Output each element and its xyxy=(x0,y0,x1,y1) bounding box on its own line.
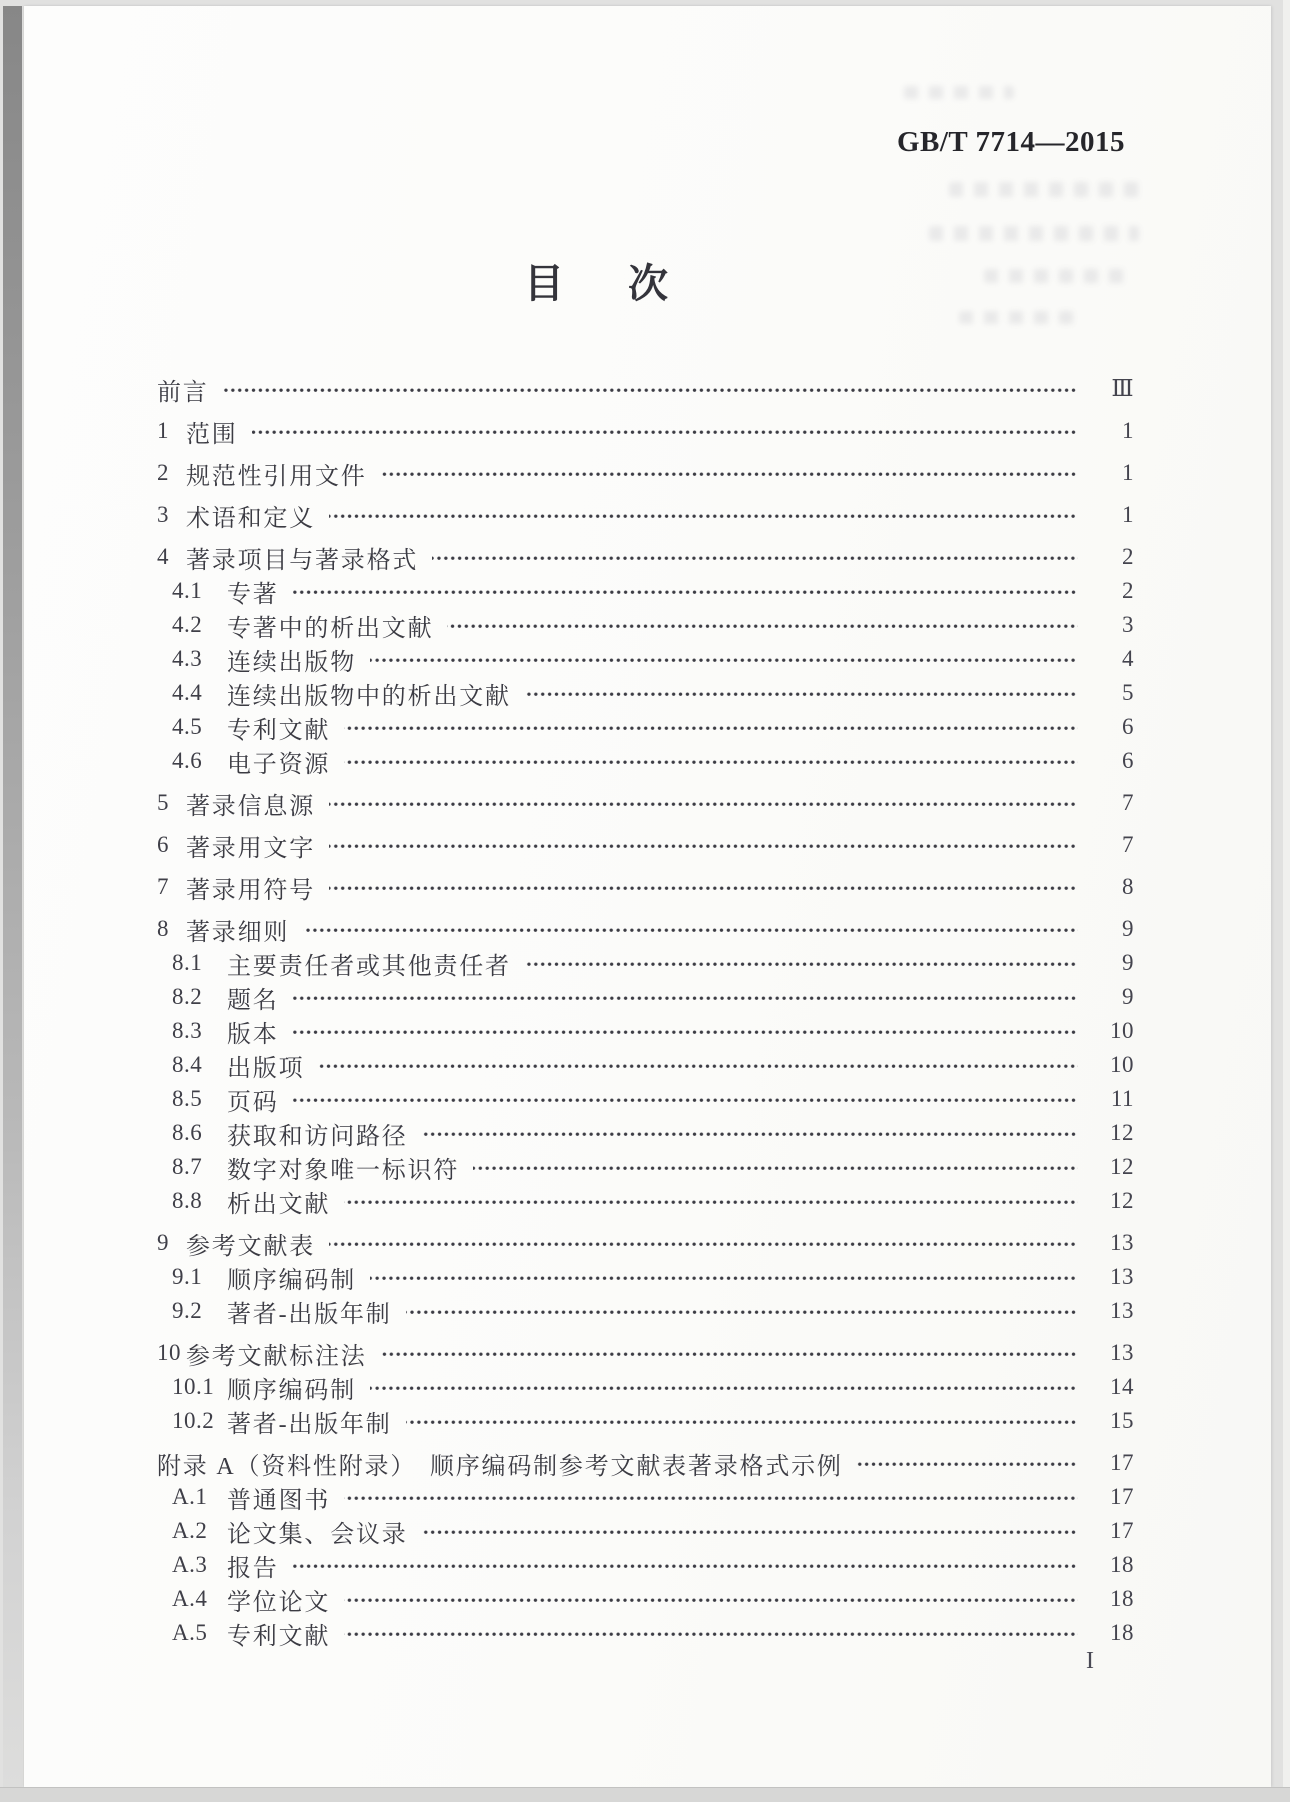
toc-dot-leader xyxy=(329,802,1078,807)
toc-entry-number: 8.5 xyxy=(172,1086,203,1111)
toc-dot-leader xyxy=(370,1386,1078,1391)
toc-entry-label: 著录用符号 xyxy=(186,877,315,904)
standard-code: GB/T 7714—2015 xyxy=(896,126,1125,158)
toc-dot-leader xyxy=(318,1064,1078,1069)
toc-entry-number: 4.1 xyxy=(172,578,203,603)
toc-page-number: 17 xyxy=(1110,1518,1134,1543)
toc-dot-leader xyxy=(329,1242,1078,1247)
toc-page-number: 5 xyxy=(1122,680,1134,705)
page-title-char-1: 目 xyxy=(524,261,566,306)
toc-entry-label: 析出文献 xyxy=(227,1191,331,1218)
toc-page-number: 10 xyxy=(1110,1018,1134,1043)
toc-entry-label: 著者-出版年制 xyxy=(227,1411,392,1438)
table-of-contents xyxy=(24,372,1271,1650)
toc-entry-number: 4.3 xyxy=(172,646,203,671)
toc-entry-number: 10.2 xyxy=(172,1408,215,1433)
toc-entry-number: 5 xyxy=(157,790,169,815)
toc-entry-number: 8.1 xyxy=(172,950,203,975)
toc-dot-leader xyxy=(293,1564,1078,1569)
toc-entry-label: 专利文献 xyxy=(227,1623,331,1650)
toc-dot-leader xyxy=(329,844,1078,849)
toc-entry xyxy=(24,574,1271,608)
toc-dot-leader xyxy=(344,726,1078,731)
toc-entry xyxy=(24,456,1271,490)
toc-entry xyxy=(24,1048,1271,1082)
toc-entry xyxy=(24,1480,1271,1514)
toc-entry xyxy=(24,498,1271,532)
toc-entry xyxy=(24,946,1271,980)
toc-page-number: 11 xyxy=(1110,1086,1134,1111)
scan-bottom-edge xyxy=(0,1787,1290,1802)
toc-dot-leader xyxy=(344,1496,1078,1501)
toc-entry-label: 专著 xyxy=(227,581,279,608)
toc-page-number: 13 xyxy=(1110,1264,1134,1289)
toc-dot-leader xyxy=(329,514,1078,519)
toc-entry xyxy=(24,540,1271,574)
toc-entry-number: 4.2 xyxy=(172,612,203,637)
toc-entry-number: 1 xyxy=(157,418,169,443)
toc-entry-number: 10 xyxy=(157,1340,181,1365)
toc-entry-number: 3 xyxy=(157,502,169,527)
toc-page-number: 9 xyxy=(1122,950,1134,975)
toc-dot-leader xyxy=(370,1276,1078,1281)
toc-dot-leader xyxy=(223,388,1078,393)
toc-page-number: 7 xyxy=(1122,832,1134,857)
toc-entry-label: 学位论文 xyxy=(227,1589,331,1616)
toc-dot-leader xyxy=(432,556,1078,561)
toc-page-number: 13 xyxy=(1110,1298,1134,1323)
toc-entry xyxy=(24,1294,1271,1328)
toc-entry-label: 著录用文字 xyxy=(186,835,315,862)
toc-entry xyxy=(24,414,1271,448)
toc-dot-leader xyxy=(381,1352,1078,1357)
ink-bleedthrough xyxy=(959,311,1079,324)
toc-entry-label: 连续出版物中的析出文献 xyxy=(227,683,511,710)
ink-bleedthrough xyxy=(984,269,1134,283)
toc-dot-leader xyxy=(406,1310,1078,1315)
toc-page-number: 12 xyxy=(1110,1154,1134,1179)
toc-page-number: 8 xyxy=(1122,874,1134,899)
toc-entry-label: 参考文献表 xyxy=(186,1233,315,1260)
toc-entry-label: 数字对象唯一标识符 xyxy=(227,1157,460,1184)
toc-dot-leader xyxy=(252,430,1078,435)
scan-left-shadow xyxy=(3,6,22,1787)
toc-entry-number: 4.4 xyxy=(172,680,203,705)
toc-entry-label: 专利文献 xyxy=(227,717,331,744)
toc-dot-leader xyxy=(857,1462,1078,1467)
toc-entry-number: 8.8 xyxy=(172,1188,203,1213)
toc-entry-label: 出版项 xyxy=(227,1055,305,1082)
page-title xyxy=(524,252,670,309)
toc-entry xyxy=(24,1404,1271,1438)
toc-page-number: 2 xyxy=(1122,544,1134,569)
toc-entry xyxy=(24,1082,1271,1116)
toc-page-number: 18 xyxy=(1110,1586,1134,1611)
toc-dot-leader xyxy=(329,886,1078,891)
toc-page-number: 1 xyxy=(1122,460,1134,485)
toc-dot-leader xyxy=(344,760,1078,765)
toc-entry-number: 4.6 xyxy=(172,748,203,773)
toc-page-number: 14 xyxy=(1110,1374,1134,1399)
toc-dot-leader xyxy=(447,624,1078,629)
toc-dot-leader xyxy=(422,1530,1078,1535)
toc-page-number: 1 xyxy=(1122,502,1134,527)
toc-entry-label: 著者-出版年制 xyxy=(227,1301,392,1328)
ink-bleedthrough xyxy=(904,86,1014,99)
toc-entry-label: 参考文献标注法 xyxy=(186,1343,367,1370)
toc-entry xyxy=(24,828,1271,862)
toc-dot-leader xyxy=(422,1132,1078,1137)
toc-entry-label: 普通图书 xyxy=(227,1487,331,1514)
toc-entry-label: 专著中的析出文献 xyxy=(227,615,434,642)
toc-page-number: 13 xyxy=(1110,1230,1134,1255)
toc-page-number: 18 xyxy=(1110,1620,1134,1645)
toc-page-number: 10 xyxy=(1110,1052,1134,1077)
toc-entry-label: 著录项目与著录格式 xyxy=(186,547,419,574)
toc-entry-label: 顺序编码制 xyxy=(227,1377,356,1404)
toc-page-number: Ⅲ xyxy=(1111,376,1134,401)
toc-entry-label: 著录信息源 xyxy=(186,793,315,820)
scan-right-edge xyxy=(1283,0,1290,1801)
toc-entry-label: 范围 xyxy=(186,421,238,448)
toc-page-number: 3 xyxy=(1122,612,1134,637)
toc-entry-label: 报告 xyxy=(227,1555,279,1582)
toc-page-number: 9 xyxy=(1122,916,1134,941)
toc-entry xyxy=(24,1336,1271,1370)
ink-bleedthrough xyxy=(929,226,1139,241)
toc-entry-number: 10.1 xyxy=(172,1374,215,1399)
toc-page-number: 15 xyxy=(1110,1408,1134,1433)
toc-entry xyxy=(24,912,1271,946)
toc-entry-number: 8.2 xyxy=(172,984,203,1009)
toc-dot-leader xyxy=(344,1598,1078,1603)
toc-entry xyxy=(24,1582,1271,1616)
toc-page-number: 4 xyxy=(1122,646,1134,671)
toc-entry-label: 前言 xyxy=(157,379,209,406)
toc-dot-leader xyxy=(293,1030,1078,1035)
toc-entry-number: A.3 xyxy=(172,1552,208,1577)
toc-entry-label: 论文集、会议录 xyxy=(227,1521,408,1548)
toc-entry-number: 8 xyxy=(157,916,169,941)
toc-entry-number: 8.3 xyxy=(172,1018,203,1043)
toc-entry-label: 术语和定义 xyxy=(186,505,315,532)
toc-dot-leader xyxy=(293,590,1078,595)
toc-dot-leader xyxy=(293,1098,1078,1103)
toc-page-number: 7 xyxy=(1122,790,1134,815)
toc-entry-label: 著录细则 xyxy=(186,919,290,946)
toc-entry-number: 8.4 xyxy=(172,1052,203,1077)
toc-entry-label: 主要责任者或其他责任者 xyxy=(227,953,511,980)
toc-entry xyxy=(24,608,1271,642)
toc-entry xyxy=(24,870,1271,904)
footer-page-number: I xyxy=(1086,1648,1094,1674)
toc-entry xyxy=(24,1014,1271,1048)
toc-entry-number: 7 xyxy=(157,874,169,899)
toc-page-number: 1 xyxy=(1122,418,1134,443)
toc-page-number: 6 xyxy=(1122,714,1134,739)
toc-entry-number: 2 xyxy=(157,460,169,485)
toc-entry xyxy=(24,1370,1271,1404)
toc-entry-number: 9.2 xyxy=(172,1298,203,1323)
toc-entry-number: 6 xyxy=(157,832,169,857)
toc-entry-number: A.5 xyxy=(172,1620,208,1645)
toc-dot-leader xyxy=(473,1166,1078,1171)
toc-entry xyxy=(24,980,1271,1014)
toc-page-number: 9 xyxy=(1122,984,1134,1009)
toc-page-number: 17 xyxy=(1110,1484,1134,1509)
toc-dot-leader xyxy=(381,472,1078,477)
toc-dot-leader xyxy=(370,658,1078,663)
toc-entry xyxy=(24,1116,1271,1150)
document-page xyxy=(24,6,1271,1787)
toc-entry-number: 9.1 xyxy=(172,1264,203,1289)
toc-page-number: 12 xyxy=(1110,1120,1134,1145)
toc-entry xyxy=(24,710,1271,744)
toc-entry xyxy=(24,1616,1271,1650)
toc-entry xyxy=(24,1260,1271,1294)
toc-entry-label: 电子资源 xyxy=(227,751,331,778)
toc-entry-number: A.1 xyxy=(172,1484,208,1509)
toc-entry xyxy=(24,1226,1271,1260)
toc-entry-label: 获取和访问路径 xyxy=(227,1123,408,1150)
toc-entry-label: 顺序编码制 xyxy=(227,1267,356,1294)
toc-entry-label: 页码 xyxy=(227,1089,279,1116)
toc-page-number: 17 xyxy=(1110,1450,1134,1475)
toc-entry-number: 4 xyxy=(157,544,169,569)
toc-entry-number: A.2 xyxy=(172,1518,208,1543)
toc-page-number: 12 xyxy=(1110,1188,1134,1213)
ink-bleedthrough xyxy=(949,182,1144,197)
toc-entry-label: 规范性引用文件 xyxy=(186,463,367,490)
toc-entry xyxy=(24,786,1271,820)
toc-entry-number: 8.6 xyxy=(172,1120,203,1145)
toc-dot-leader xyxy=(525,692,1078,697)
toc-dot-leader xyxy=(406,1420,1078,1425)
toc-entry xyxy=(24,1514,1271,1548)
toc-page-number: 2 xyxy=(1122,578,1134,603)
toc-entry xyxy=(24,642,1271,676)
toc-entry-label: 连续出版物 xyxy=(227,649,356,676)
toc-entry xyxy=(24,1548,1271,1582)
toc-page-number: 18 xyxy=(1110,1552,1134,1577)
toc-page-number: 13 xyxy=(1110,1340,1134,1365)
toc-entry xyxy=(24,744,1271,778)
toc-dot-leader xyxy=(293,996,1078,1001)
toc-entry-number: 8.7 xyxy=(172,1154,203,1179)
toc-entry xyxy=(24,1446,1271,1480)
toc-entry xyxy=(24,1184,1271,1218)
toc-entry-label: 题名 xyxy=(227,987,279,1014)
page-title-char-2: 次 xyxy=(628,261,670,306)
toc-dot-leader xyxy=(525,962,1078,967)
toc-entry-number: 9 xyxy=(157,1230,169,1255)
toc-entry xyxy=(24,676,1271,710)
toc-page-number: 6 xyxy=(1122,748,1134,773)
toc-entry-number: A.4 xyxy=(172,1586,208,1611)
toc-dot-leader xyxy=(303,928,1078,933)
toc-dot-leader xyxy=(344,1632,1078,1637)
toc-dot-leader xyxy=(344,1200,1078,1205)
toc-entry xyxy=(24,372,1271,406)
toc-entry-label: 附录 A（资料性附录） 顺序编码制参考文献表著录格式示例 xyxy=(157,1453,843,1480)
toc-entry-number: 4.5 xyxy=(172,714,203,739)
toc-entry-label: 版本 xyxy=(227,1021,279,1048)
toc-entry xyxy=(24,1150,1271,1184)
